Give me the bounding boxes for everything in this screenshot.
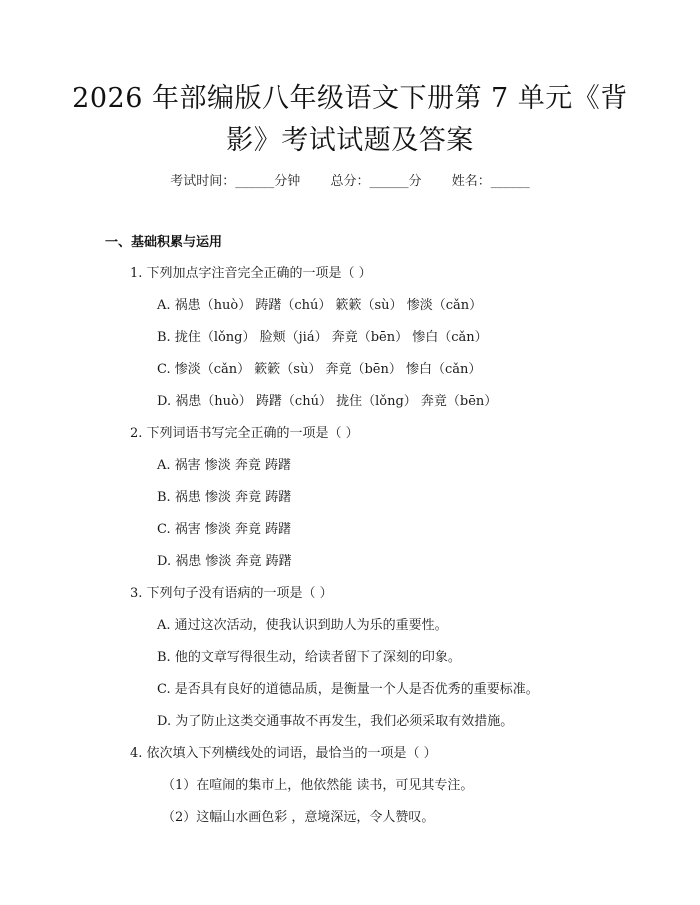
question-option: D. 祸患 惨淡 奔竟 踌躇 xyxy=(157,554,292,569)
total-score: 总分：______分 xyxy=(330,174,422,189)
question-option: B. 拢住（lǒng） 脸颊（jiá） 奔竟（bēn） 惨白（cǎn） xyxy=(157,330,488,345)
question-option: C. 惨淡（cǎn） 簌簌（sù） 奔竟（bēn） 惨白（cǎn） xyxy=(157,362,482,377)
question-stem: 3. 下列句子没有语病的一项是（ ） xyxy=(130,586,333,601)
question-subitem: （1）在喧闹的集市上，他依然能 读书，可见其专注。 xyxy=(162,778,474,793)
title-line-1: 2026 年部编版八年级语文下册第 7 单元《背 xyxy=(72,83,628,114)
question-option: A. 祸患（huò） 踌躇（chú） 簌簌（sù） 惨淡（cǎn） xyxy=(157,298,483,313)
question-option: A. 祸害 惨淡 奔竟 踌躇 xyxy=(157,458,292,473)
question-option: C. 祸害 惨淡 奔竟 踌躇 xyxy=(157,522,292,537)
section-heading: 一、基础积累与运用 xyxy=(105,235,223,250)
title-line-2: 影》考试试题及答案 xyxy=(226,125,474,156)
page-title xyxy=(60,78,640,162)
exam-time: 考试时间：______分钟 xyxy=(170,174,301,189)
question-option: B. 他的文章写得很生动，给读者留下了深刻的印象。 xyxy=(157,650,461,665)
question-option: B. 祸患 惨淡 奔竟 踌躇 xyxy=(157,490,292,505)
question-option: D. 祸患（huò） 踌躇（chú） 拢住（lǒng） 奔竟（bēn） xyxy=(157,394,498,409)
exam-meta xyxy=(0,170,700,189)
question-subitem: （2）这幅山水画色彩 ，意境深远，令人赞叹。 xyxy=(162,810,435,825)
question-stem: 1. 下列加点字注音完全正确的一项是（ ） xyxy=(130,266,372,281)
student-name: 姓名：______ xyxy=(451,174,530,189)
question-option: D. 为了防止这类交通事故不再发生，我们必须采取有效措施。 xyxy=(157,714,514,729)
question-option: A. 通过这次活动，使我认识到助人为乐的重要性。 xyxy=(157,618,448,633)
question-option: C. 是否具有良好的道德品质，是衡量一个人是否优秀的重要标准。 xyxy=(157,682,539,697)
question-stem: 4. 依次填入下列横线处的词语，最恰当的一项是（ ） xyxy=(130,746,437,761)
question-stem: 2. 下列词语书写完全正确的一项是（ ） xyxy=(130,426,359,441)
